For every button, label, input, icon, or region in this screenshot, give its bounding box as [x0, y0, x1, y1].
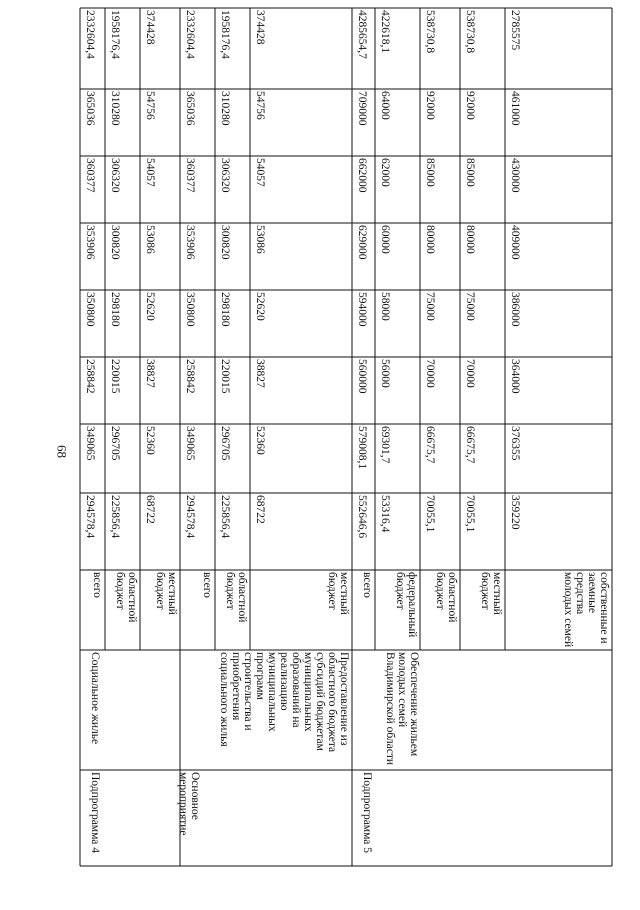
- name-cell: Предоставление из областного бюджета субсидий бюджетам муниципальных образований на реализацию муниципальных программ строительства и приобретения социального жилья: [218, 652, 350, 753]
- budget-value-cell: 364000: [509, 359, 521, 394]
- budget-value-cell: 294578,4: [84, 495, 96, 539]
- budget-value-cell: 422618,1: [379, 10, 391, 54]
- funding-source-label: областной бюджет: [224, 572, 248, 623]
- budget-value-cell: 409000: [509, 225, 521, 260]
- budget-value-cell: 54756: [254, 91, 266, 120]
- budget-value-cell: 300820: [109, 225, 121, 260]
- budget-value-cell: 80000: [464, 225, 476, 254]
- budget-value-cell: 52620: [144, 292, 156, 321]
- budget-value-cell: 430000: [509, 158, 521, 193]
- budget-value-cell: 80000: [424, 225, 436, 254]
- budget-value-cell: 594000: [356, 292, 368, 327]
- budget-value-cell: 54756: [144, 91, 156, 120]
- budget-value-cell: 225856,4: [219, 495, 231, 539]
- budget-value-cell: 60000: [379, 225, 391, 254]
- budget-value-cell: 360377: [84, 158, 96, 193]
- budget-value-cell: 386000: [509, 292, 521, 327]
- budget-value-cell: 92000: [464, 91, 476, 120]
- budget-value-cell: 461000: [509, 91, 521, 126]
- budget-value-cell: 353906: [84, 225, 96, 260]
- budget-value-cell: 38827: [144, 359, 156, 388]
- budget-value-cell: 365036: [184, 91, 196, 126]
- budget-value-cell: 66675,7: [424, 426, 436, 464]
- budget-value-cell: 68722: [254, 495, 266, 524]
- funding-source-label: собственные и заемные средства молодых семей: [562, 572, 610, 648]
- funding-source-label: всего: [91, 572, 103, 598]
- budget-value-cell: 53316,4: [379, 495, 391, 533]
- budget-value-cell: 2332604,4: [184, 10, 196, 59]
- budget-value-cell: 2785575: [509, 10, 521, 51]
- funding-source-label: областной бюджет: [434, 572, 458, 623]
- budget-value-cell: 69301,7: [379, 426, 391, 464]
- budget-value-cell: 92000: [424, 91, 436, 120]
- budget-value-cell: 64000: [379, 91, 391, 120]
- budget-value-cell: 53086: [254, 225, 266, 254]
- budget-value-cell: 579008,1: [356, 426, 368, 470]
- budget-value-cell: 52360: [254, 426, 266, 455]
- budget-value-cell: 1958176,4: [109, 10, 121, 59]
- budget-value-cell: 662000: [356, 158, 368, 193]
- budget-value-cell: 298180: [109, 292, 121, 327]
- budget-value-cell: 56000: [379, 359, 391, 388]
- budget-value-cell: 68722: [144, 495, 156, 524]
- budget-value-cell: 70000: [424, 359, 436, 388]
- funding-source-label: всего: [361, 572, 373, 598]
- budget-value-cell: 66675,7: [464, 426, 476, 464]
- budget-value-cell: 376355: [509, 426, 521, 461]
- funding-source-label: местный бюджет: [154, 572, 178, 615]
- program-cell: Подпрограмма 5: [361, 772, 373, 854]
- page-number: 68: [54, 445, 70, 458]
- funding-source-label: местный бюджет: [479, 572, 503, 615]
- budget-value-cell: 552646,6: [356, 495, 368, 539]
- budget-value-cell: 310280: [219, 91, 231, 126]
- budget-value-cell: 258842: [84, 359, 96, 394]
- budget-value-cell: 52360: [144, 426, 156, 455]
- budget-value-cell: 306320: [219, 158, 231, 193]
- funding-source-label: федеральный бюджет: [394, 572, 418, 638]
- budget-value-cell: 294578,4: [184, 495, 196, 539]
- budget-value-cell: 365036: [84, 91, 96, 126]
- budget-value-cell: 4285654,7: [356, 10, 368, 59]
- funding-source-label: всего: [201, 572, 213, 598]
- funding-source-label: местный бюджет: [326, 572, 350, 615]
- budget-value-cell: 298180: [219, 292, 231, 327]
- budget-value-cell: 359220: [509, 495, 521, 530]
- budget-value-cell: 70055,1: [464, 495, 476, 533]
- budget-value-cell: 300820: [219, 225, 231, 260]
- budget-value-cell: 58000: [379, 292, 391, 321]
- budget-value-cell: 1958176,4: [219, 10, 231, 59]
- budget-value-cell: 62000: [379, 158, 391, 187]
- program-cell: Подпрограмма 4: [89, 772, 101, 854]
- budget-value-cell: 350800: [184, 292, 196, 327]
- budget-value-cell: 296705: [109, 426, 121, 461]
- budget-value-cell: 52620: [254, 292, 266, 321]
- budget-value-cell: 349065: [184, 426, 196, 461]
- budget-value-cell: 374428: [254, 10, 266, 45]
- budget-value-cell: 374428: [144, 10, 156, 45]
- budget-value-cell: 306320: [109, 158, 121, 193]
- budget-value-cell: 53086: [144, 225, 156, 254]
- budget-value-cell: 538730,8: [424, 10, 436, 54]
- budget-value-cell: 2332604,4: [84, 10, 96, 59]
- budget-value-cell: 296705: [219, 426, 231, 461]
- budget-value-cell: 310280: [109, 91, 121, 126]
- funding-source-label: областной бюджет: [114, 572, 138, 623]
- budget-value-cell: 560000: [356, 359, 368, 394]
- budget-value-cell: 353906: [184, 225, 196, 260]
- budget-value-cell: 54057: [144, 158, 156, 187]
- budget-value-cell: 349065: [84, 426, 96, 461]
- program-cell: Основное мероприятие: [177, 772, 201, 836]
- name-cell: Социальное жилье: [89, 652, 101, 745]
- budget-value-cell: 75000: [464, 292, 476, 321]
- budget-value-cell: 70000: [464, 359, 476, 388]
- budget-value-cell: 360377: [184, 158, 196, 193]
- budget-value-cell: 220015: [219, 359, 231, 394]
- budget-value-cell: 85000: [464, 158, 476, 187]
- budget-value-cell: 350800: [84, 292, 96, 327]
- budget-value-cell: 70055,1: [424, 495, 436, 533]
- budget-value-cell: 709000: [356, 91, 368, 126]
- budget-value-cell: 258842: [184, 359, 196, 394]
- budget-value-cell: 538730,8: [464, 10, 476, 54]
- budget-value-cell: 75000: [424, 292, 436, 321]
- budget-value-cell: 85000: [424, 158, 436, 187]
- budget-value-cell: 225856,4: [109, 495, 121, 539]
- budget-value-cell: 54057: [254, 158, 266, 187]
- budget-value-cell: 220015: [109, 359, 121, 394]
- budget-value-cell: 629000: [356, 225, 368, 260]
- budget-value-cell: 38827: [254, 359, 266, 388]
- name-cell: Обеспечение жильем молодых семей Владимирской области: [384, 652, 420, 766]
